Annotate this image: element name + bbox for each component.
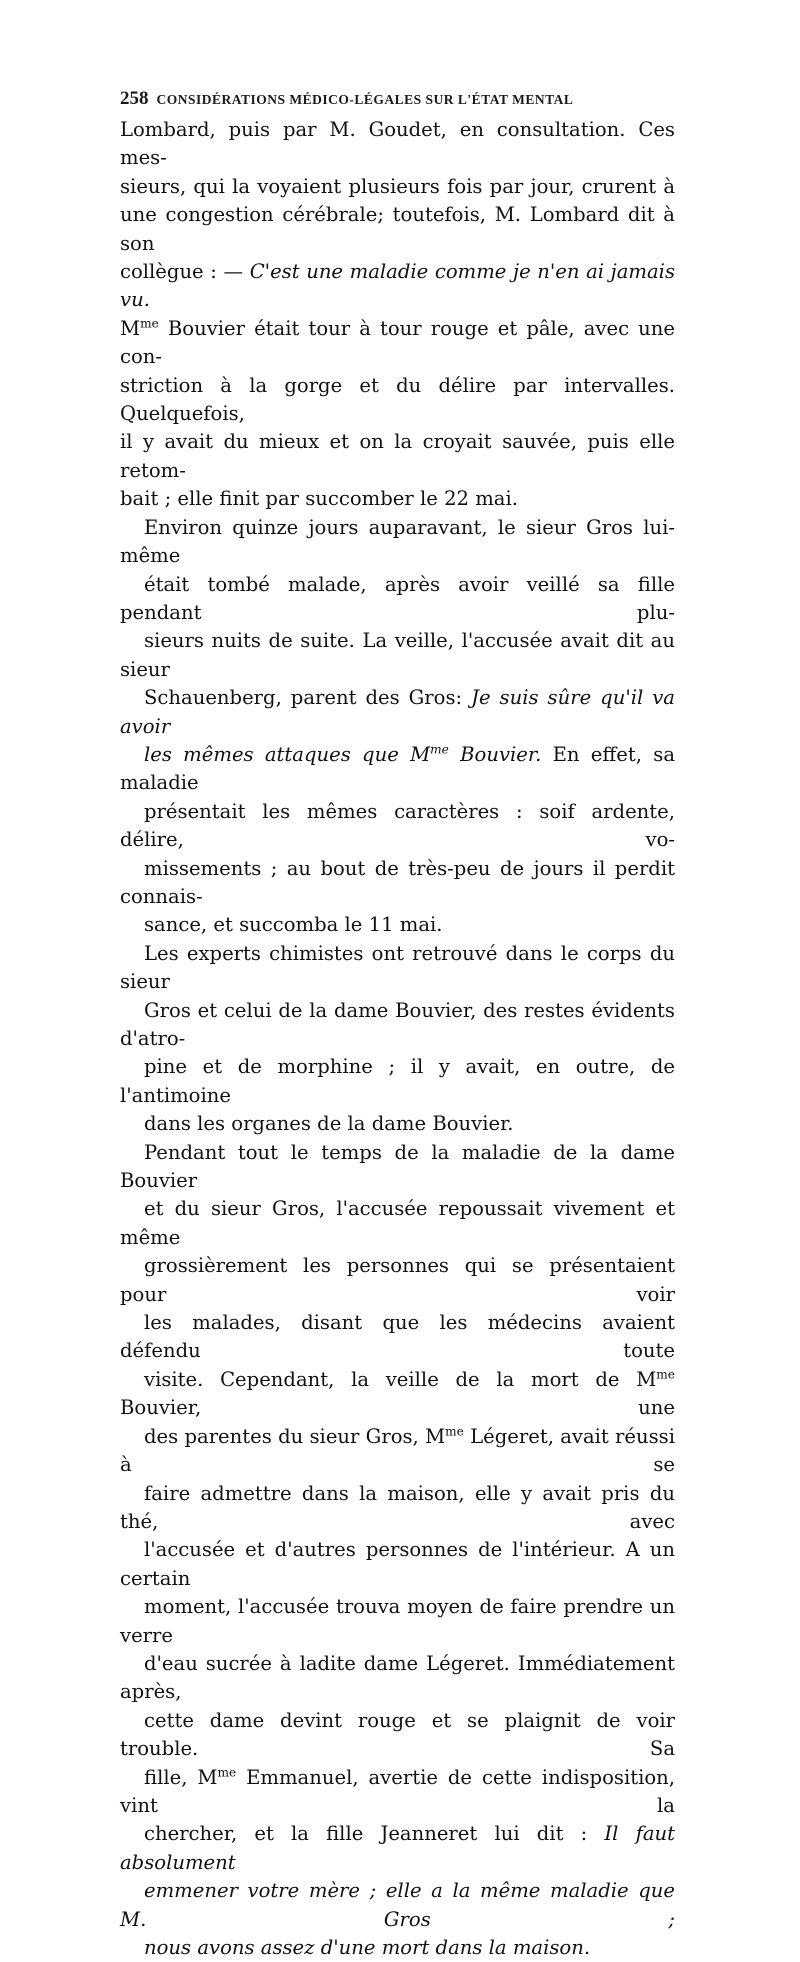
text-line: et du sieur Gros, l'accusée repoussait vivement et même <box>120 1197 675 1249</box>
text-line: chercher, et la fille Jeanneret lui dit : Il faut absolument <box>120 1822 675 1874</box>
text-line: présentait les mêmes caractères : soif ardente, délire, vo- <box>120 799 675 852</box>
text-line: était tombé malade, après avoir veillé sa fille pendant plu- <box>120 572 675 624</box>
text-line: Les experts chimistes ont retrouvé dans le corps du sieur <box>120 941 675 994</box>
text-line: sieurs, qui la voyaient plusieurs fois par jour, crurent à <box>120 174 675 198</box>
text-line: Gros et celui de la dame Bouvier, des restes évidents d'atro- <box>120 998 675 1050</box>
text-line: moment, l'accusée trouva moyen de faire prendre un verre <box>120 1595 675 1647</box>
text-line: sieurs nuits de suite. La veille, l'accusée avait dit au sieur <box>120 629 675 681</box>
text-line: bait ; elle finit par succomber le 22 mai. <box>120 487 518 511</box>
text-line: les mêmes attaques que $M^{me}$ Bouvier. En effet, sa maladie <box>120 742 676 795</box>
text-line: nous avons assez d'une mort dans la maison. <box>144 1936 591 1959</box>
paragraph <box>120 116 675 514</box>
paragraph <box>120 514 675 940</box>
book-page <box>120 88 675 1962</box>
text-line: visite. Cependant, la veille de la mort de $M^{me}$ Bouvier, une <box>120 1367 675 1420</box>
text-line: d'eau sucrée à ladite dame Légeret. Immédiatement après, <box>120 1651 675 1704</box>
text-line: faire admettre dans la maison, elle y avait pris du thé, avec <box>120 1481 675 1533</box>
text-line: collègue : — C'est une maladie comme je n'en ai jamais vu. <box>120 260 675 312</box>
text-line: une congestion cérébrale; toutefois, M. Lombard dit à son <box>120 203 675 255</box>
page-number: 258 <box>120 88 149 109</box>
text-line: emmener votre mère ; elle a la même maladie que M. Gros ; <box>120 1879 675 1931</box>
text-line: l'accusée et d'autres personnes de l'intérieur. A un certain <box>120 1538 675 1590</box>
text-line: Schauenberg, parent des Gros: Je suis sûre qu'il va avoir <box>120 686 675 738</box>
text-line: Pendant tout le temps de la maladie de la dame Bouvier <box>120 1140 675 1193</box>
body-text <box>120 116 675 1962</box>
text-line: dans les organes de la dame Bouvier. <box>144 1112 514 1136</box>
text-line: sance, et succomba le 11 mai. <box>144 913 443 937</box>
text-line: pine et de morphine ; il y avait, en outre, de l'antimoine <box>120 1055 675 1107</box>
paragraph <box>120 1139 675 1962</box>
text-line: Lombard, puis par M. Goudet, en consultation. Ces mes- <box>120 118 675 170</box>
text-line: striction à la gorge et du délire par intervalles. Quelquefois, <box>120 373 675 426</box>
text-line: $M^{me}$ Bouvier était tour à tour rouge et pâle, avec une con- <box>120 316 675 369</box>
text-line: missements ; au bout de très-peu de jours il perdit connais- <box>120 856 675 908</box>
running-title: CONSIDÉRATIONS MÉDICO-LÉGALES SUR L'ÉTAT MENTAL <box>156 92 574 107</box>
text-line: les malades, disant que les médecins avaient défendu toute <box>120 1311 675 1363</box>
running-head <box>120 88 675 110</box>
text-line: il y avait du mieux et on la croyait sauvée, puis elle retom- <box>120 430 675 482</box>
text-line: des parentes du sieur Gros, $M^{me}$ Légeret, avait réussi à se <box>120 1424 676 1477</box>
paragraph <box>120 940 675 1139</box>
text-line: fille, $M^{me}$ Emmanuel, avertie de cette indisposition, vint la <box>120 1765 676 1817</box>
text-line: Environ quinze jours auparavant, le sieur Gros lui-même <box>120 515 675 568</box>
text-line: grossièrement les personnes qui se présentaient pour voir <box>120 1254 675 1306</box>
text-line: cette dame devint rouge et se plaignit de voir trouble. Sa <box>120 1708 675 1761</box>
